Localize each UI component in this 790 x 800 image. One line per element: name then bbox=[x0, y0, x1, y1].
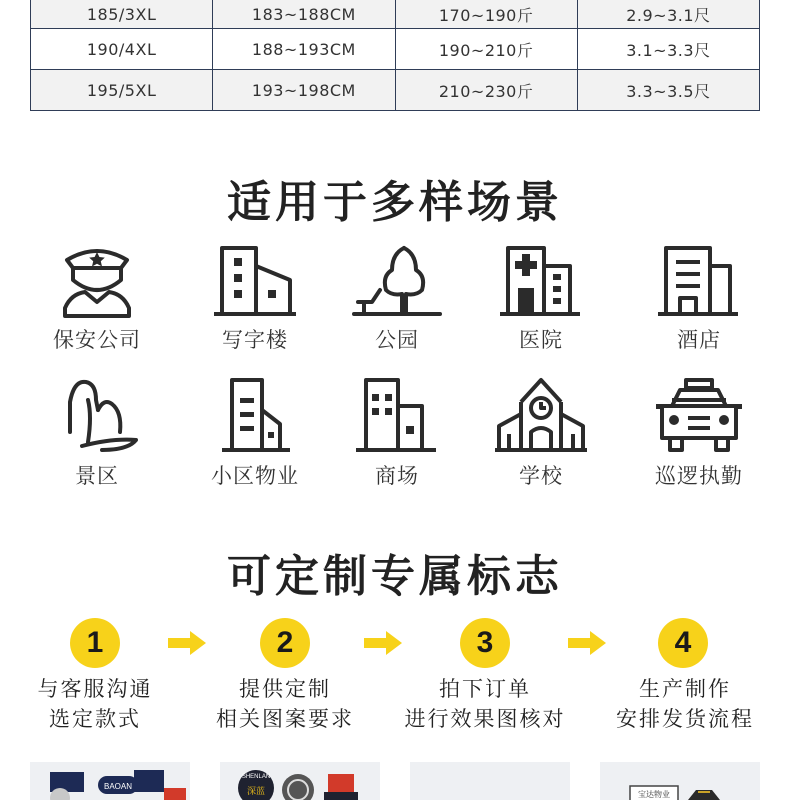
table-cell: 183~188CM bbox=[213, 0, 395, 29]
office-building-icon bbox=[210, 244, 300, 318]
step-line: 提供定制 bbox=[239, 677, 331, 701]
scene-item-park bbox=[322, 244, 472, 354]
hospital-icon bbox=[496, 244, 586, 318]
scene-item-mall bbox=[322, 376, 472, 490]
scene-label: 酒店 bbox=[677, 328, 721, 352]
step-number-badge: 4 bbox=[658, 618, 708, 668]
patch-sample-image bbox=[600, 762, 760, 800]
step-number-badge: 3 bbox=[460, 618, 510, 668]
table-cell: 2.9~3.1尺 bbox=[577, 0, 759, 29]
step-line: 安排发货流程 bbox=[616, 707, 754, 731]
patch-sample-thumbnail bbox=[220, 762, 380, 800]
mall-icon bbox=[352, 376, 442, 454]
scene-item-scenic-area bbox=[22, 376, 172, 490]
park-tree-icon bbox=[352, 244, 442, 318]
patrol-car-icon bbox=[654, 376, 744, 454]
step-line: 进行效果图核对 bbox=[404, 707, 566, 731]
table-row bbox=[31, 0, 760, 29]
scene-label: 学校 bbox=[519, 464, 563, 488]
patch-sample-thumbnail bbox=[600, 762, 760, 800]
scene-item-security-company bbox=[22, 244, 172, 354]
step-line: 拍下订单 bbox=[439, 677, 531, 701]
scene-item-school bbox=[466, 376, 616, 490]
scene-label: 写字楼 bbox=[222, 328, 288, 352]
scene-item-residential-property bbox=[180, 376, 330, 490]
school-icon bbox=[493, 376, 589, 454]
scene-item-hospital bbox=[466, 244, 616, 354]
step-line: 生产制作 bbox=[639, 677, 731, 701]
table-row bbox=[31, 70, 760, 111]
scene-label: 公园 bbox=[375, 328, 419, 352]
table-cell: 190/4XL bbox=[31, 29, 213, 70]
arrow-right-icon bbox=[168, 631, 206, 655]
table-cell: 188~193CM bbox=[213, 29, 395, 70]
custom-section-title: 可定制专属标志 bbox=[227, 551, 563, 602]
step-description bbox=[190, 674, 380, 734]
patch-sample-thumbnail bbox=[410, 762, 570, 800]
scene-item-office-building bbox=[180, 244, 330, 354]
table-cell: 210~230斤 bbox=[395, 70, 577, 111]
scene-item-hotel bbox=[624, 244, 774, 354]
scene-label: 商场 bbox=[375, 464, 419, 488]
patch-sample-thumbnail bbox=[30, 762, 190, 800]
step-line: 与客服沟通 bbox=[37, 677, 153, 701]
table-cell: 195/5XL bbox=[31, 70, 213, 111]
step-number-badge: 1 bbox=[70, 618, 120, 668]
scene-label: 医院 bbox=[519, 328, 563, 352]
table-cell: 185/3XL bbox=[31, 0, 213, 29]
hotel-icon bbox=[654, 244, 744, 318]
patch-sample-image bbox=[30, 762, 190, 800]
table-row bbox=[31, 29, 760, 70]
patch-text: 宝达物业 bbox=[638, 790, 670, 799]
patch-sample-image bbox=[220, 762, 380, 800]
size-table bbox=[30, 0, 760, 111]
table-cell: 193~198CM bbox=[213, 70, 395, 111]
mountain-scenic-icon bbox=[52, 376, 142, 454]
table-cell: 190~210斤 bbox=[395, 29, 577, 70]
step-description bbox=[390, 674, 580, 734]
step-line: 相关图案要求 bbox=[216, 707, 354, 731]
arrow-right-icon bbox=[568, 631, 606, 655]
scene-label: 巡逻执勤 bbox=[655, 464, 743, 488]
table-cell: 170~190斤 bbox=[395, 0, 577, 29]
step-line: 选定款式 bbox=[49, 707, 141, 731]
step-description bbox=[0, 674, 190, 734]
patch-text: BAOAN bbox=[103, 782, 133, 791]
scene-label: 小区物业 bbox=[211, 464, 299, 488]
patch-seal: 深蓝 bbox=[246, 787, 266, 797]
residential-building-icon bbox=[210, 376, 300, 454]
scene-item-patrol-duty bbox=[624, 376, 774, 490]
security-guard-icon bbox=[57, 244, 137, 318]
table-cell: 3.1~3.3尺 bbox=[577, 29, 759, 70]
step-description bbox=[590, 674, 780, 734]
table-cell: 3.3~3.5尺 bbox=[577, 70, 759, 111]
patch-text: SHENLAN bbox=[241, 774, 271, 780]
step-number-badge: 2 bbox=[260, 618, 310, 668]
arrow-right-icon bbox=[364, 631, 402, 655]
scene-label: 保安公司 bbox=[53, 328, 141, 352]
scene-label: 景区 bbox=[75, 464, 119, 488]
scenes-section-title: 适用于多样场景 bbox=[227, 177, 563, 228]
